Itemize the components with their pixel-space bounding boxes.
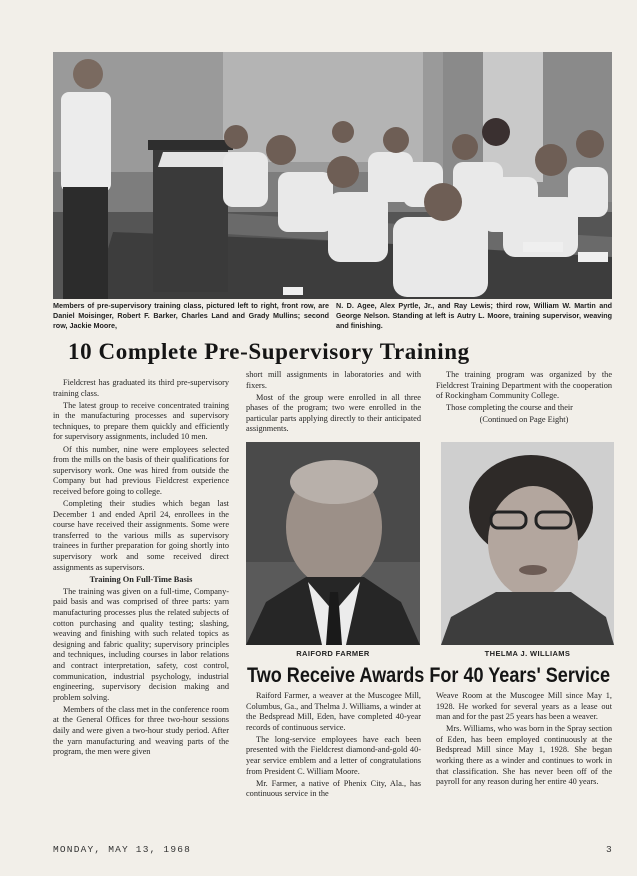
portrait-thelma-williams [441, 442, 614, 645]
article-training-col2 [246, 370, 421, 437]
paragraph: The training program was organized by the Fieldcrest Training Department with the cooperation of Rockingham Community College. [436, 370, 612, 401]
paragraph: Most of the group were enrolled in all three phases of the program; two were enrolled in the particular parts applying directly to their anticipated assignments. [246, 392, 421, 434]
paragraph: Weave Room at the Muscogee Mill since May 1, 1928. He worked for several years as a lease out man and for the past 25 years has been a weaver. [436, 691, 612, 722]
headline-training: 10 Complete Pre-Supervisory Training [68, 339, 470, 364]
subhead-full-time: Training On Full-Time Basis [89, 575, 193, 585]
portrait-raiford-farmer [246, 442, 420, 645]
class-photo-art [53, 52, 612, 299]
article-training-col3 [436, 370, 612, 426]
paragraph: Fieldcrest has graduated its third pre-supervisory training class. [53, 378, 229, 398]
footer-date: MONDAY, MAY 13, 1968 [53, 844, 192, 855]
article-awards-col3 [436, 691, 612, 789]
paragraph: The training was given on a full-time, Company-paid basis and was comprised of three parts: yarn manufacturing processes plus the related subjects of cotton purchasing and quality testing; slashing, weaving and finishing with such related topics as designing and fabric quality; supervisory principles and techniques, including courses in labor relations and contract interpretation, safety, cost control, communication, industrial psychology, industrial engineering, supervisory decision making and problem solving. [53, 586, 229, 702]
portrait-label-williams: THELMA J. WILLIAMS [484, 649, 571, 658]
article-training-col1 [53, 378, 229, 759]
paragraph: Completing their studies which began last December 1 and ended April 24, enrollees in the course have received their assignments. Some were transferred to the various mills as supervisory trainees in further preparation for going shortly into supervisory work and some received direct assignments as supervisors. [53, 499, 229, 572]
paragraph: Mrs. Williams, who was born in the Spray section of Eden, has been employed continuously at the Bedspread Mill since May 1, 1928. She began working there as a winder and continues to work in that classification. She has never been off of the payroll for any reason during her entire 40 years. [436, 724, 612, 787]
paragraph: Raiford Farmer, a weaver at the Muscogee Mill, Columbus, Ga., and Thelma J. Williams, a winder at the Bedspread Mill, Eden, have completed 40-year records of continuous service. [246, 691, 421, 732]
photo-caption-right: N. D. Agee, Alex Pyrtle, Jr., and Ray Lewis; third row, William W. Martin and George Nelson. Standing at left is Autry L. Moore, training supervisor, weaving and finishing. [336, 301, 612, 331]
continued-note: (Continued on Page Eight) [479, 415, 569, 425]
paragraph: Members of the class met in the conference room at the General Offices for three two-hour sessions daily and were given a two-hour study period. After the yarn manufacturing and weaving parts of the program, the men were given [53, 704, 229, 757]
portrait-farmer-art [246, 442, 420, 645]
portrait-williams-art [441, 442, 614, 645]
paragraph: Mr. Farmer, a native of Phenix City, Ala., has continuous service in the [246, 778, 421, 799]
paragraph: Of this number, nine were employees selected from the mills on the basis of their qualifications for supervisory work. One was hired from outside the Company but had previous Fieldcrest experience received before going to college. [53, 444, 229, 496]
paragraph: Those completing the course and their [446, 403, 573, 413]
paragraph: The long-service employees have each been presented with the Fieldcrest diamond-and-gold 40-year service emblem and a letter of congratulations from President C. William Moore. [246, 734, 421, 776]
photo-caption-left: Members of pre-supervisory training class, pictured left to right, front row, are Daniel Moisinger, Robert F. Barker, Charles Land and Grady Mullins; second row, Jackie Moore, [53, 301, 329, 331]
portrait-label-farmer: RAIFORD FARMER [296, 649, 370, 658]
paragraph: short mill assignments in laboratories and with fixers. [246, 370, 421, 390]
class-photo [53, 52, 612, 299]
article-awards-col2 [246, 691, 421, 801]
headline-awards: Two Receive Awards For 40 Years' Service [247, 664, 611, 687]
paragraph: The latest group to receive concentrated training in the manufacturing processes and supervisory techniques, to prepare them quickly and efficiently for supervisory assignments, included 10 men. [53, 400, 229, 442]
page-number: 3 [606, 844, 613, 855]
